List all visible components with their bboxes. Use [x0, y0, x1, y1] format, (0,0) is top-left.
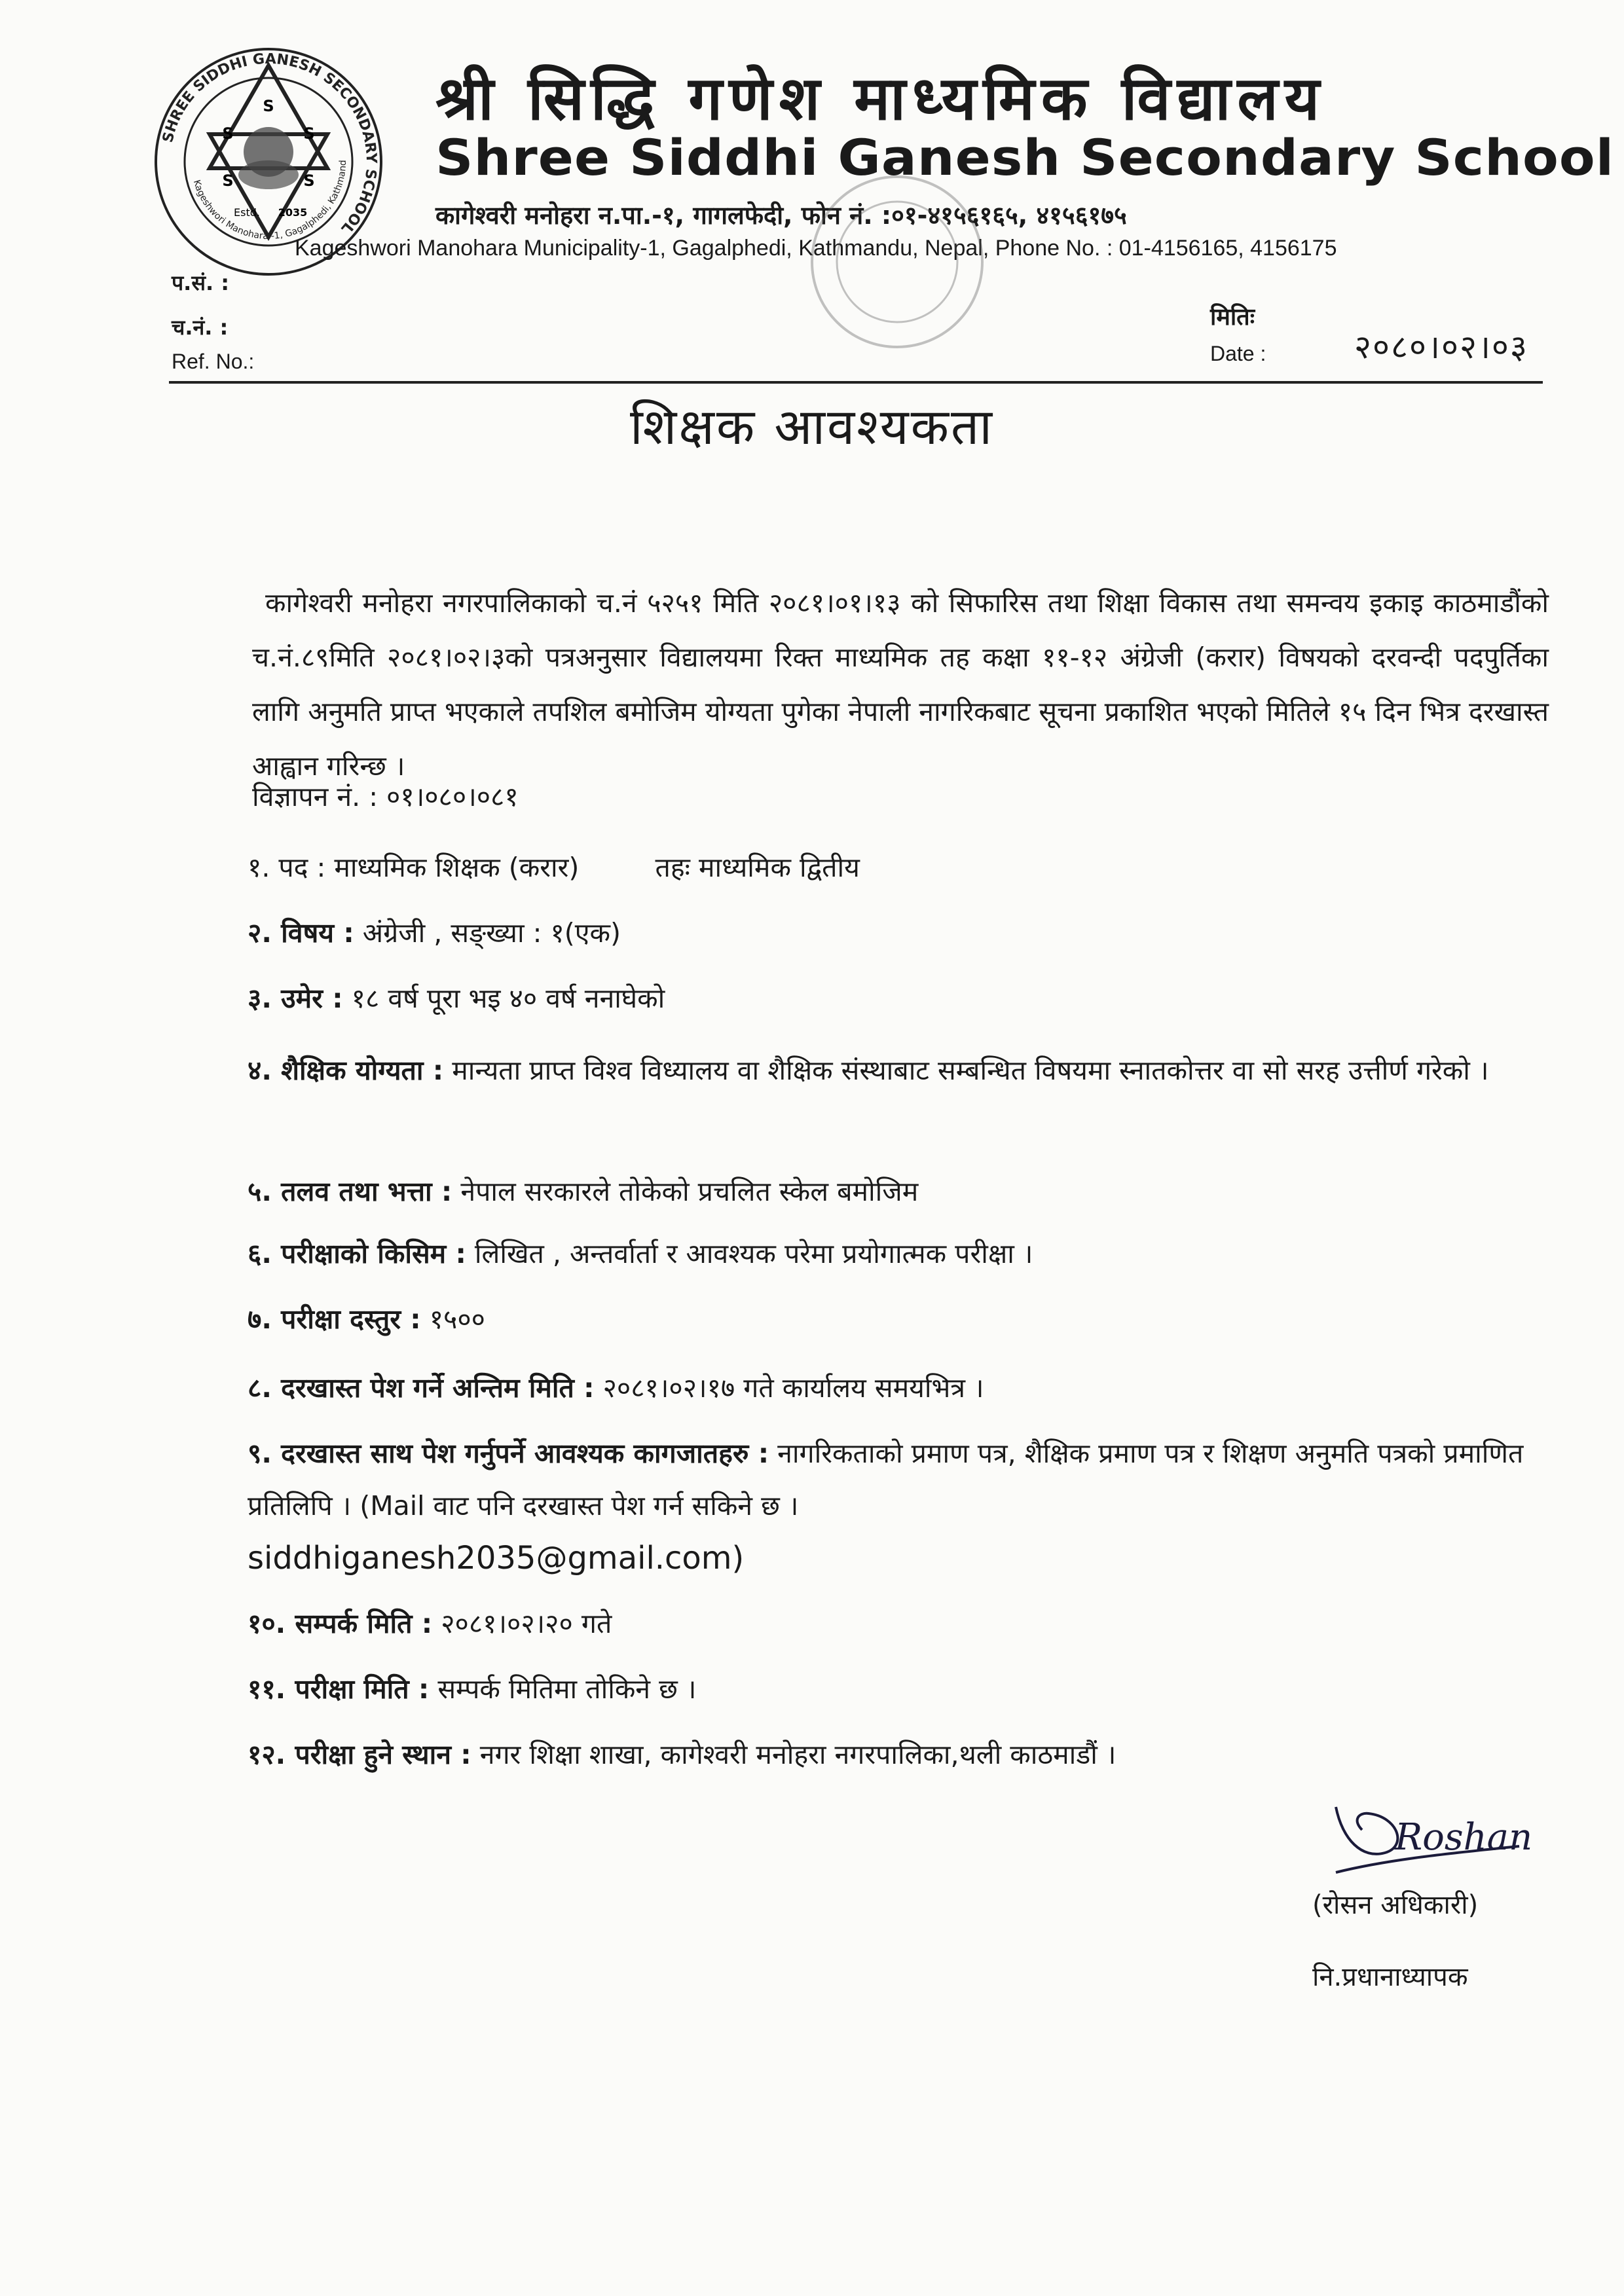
item-label: ६. परीक्षाको किसिम : — [248, 1238, 466, 1269]
advertisement-number: विज्ञापन नं. : ०१।०८०।०८१ — [252, 781, 519, 812]
item-value: १८ वर्ष पूरा भइ ४० वर्ष ननाघेको — [351, 983, 665, 1014]
svg-text:Roshan: Roshan — [1395, 1816, 1532, 1859]
item-label: ४. शैक्षिक योग्यता : — [248, 1055, 444, 1086]
office-stamp — [779, 164, 1015, 360]
item-value: लिखित , अन्तर्वार्ता र आवश्यक परेमा प्रयोगात्मक परीक्षा । — [474, 1238, 1033, 1269]
svg-text:S: S — [303, 124, 315, 143]
item-value: नागरिकताको प्रमाण पत्र, शैक्षिक प्रमाण पत्र र शिक्षण अनुमति पत्रको प्रमाणित प्रतिलिपि । (Mail वाट पनि दरखास्त पेश गर्न सकिने छ । — [248, 1438, 1524, 1522]
signature — [1323, 1781, 1532, 1886]
svg-text:S: S — [222, 124, 234, 143]
svg-text:S: S — [303, 172, 315, 190]
item-value: नगर शिक्षा शाखा, कागेश्वरी मनोहरा नगरपालिका,थली काठमाडौं । — [479, 1739, 1116, 1770]
logo-ring-text: SHREE SIDDHI GANESH SECONDARY SCHOOL — [159, 50, 380, 237]
item-label: ११. परीक्षा मिति : — [248, 1673, 430, 1705]
svg-text:Estd.: Estd. — [234, 206, 260, 219]
item-value: सम्पर्क मितिमा तोकिने छ । — [437, 1673, 697, 1705]
logo-ring-subtext: Kageshwori Manohara -1, Gagalphedi, Kathmand — [191, 160, 349, 242]
signature-icon — [1323, 1781, 1532, 1886]
list-item — [248, 841, 1551, 894]
date-label-nepali: मितिः — [1210, 304, 1255, 331]
svg-text:2035: 2035 — [278, 206, 308, 219]
school-name-nepali: श्री सिद्धि गणेश माध्यमिक विद्यालय — [435, 64, 1327, 134]
item-label: ५. तलव तथा भत्ता : — [248, 1176, 452, 1207]
svg-text:S: S — [222, 172, 234, 190]
item-value: नेपाल सरकारले तोकेको प्रचलित स्केल बमोजिम — [460, 1176, 919, 1207]
list-item — [248, 1427, 1551, 1584]
item-label: १. पद : — [248, 852, 326, 883]
list-item — [248, 1663, 1551, 1715]
list-item — [248, 972, 1551, 1025]
list-item — [248, 907, 1551, 959]
item-label: ८. दरखास्त पेश गर्ने अन्तिम मिति : — [248, 1372, 595, 1404]
notice-title: शिक्षक आवश्यकता — [629, 397, 995, 456]
item-extra-label: तहः — [655, 852, 690, 883]
item-value: अंग्रेजी , सङ्ख्या : १(एक) — [362, 917, 621, 949]
address-english: Kageshwori Manohara Municipality-1, Gagalphedi, Kathmandu, Nepal, Phone No. : 01-4156165, 4156175 — [295, 236, 1337, 261]
item-value: १५०० — [429, 1303, 485, 1335]
list-item — [248, 1293, 1551, 1345]
item-value: २०८१।०२।२० गते — [441, 1608, 612, 1639]
item-label: ३. उमेर : — [248, 983, 343, 1014]
ref-no: Ref. No.: — [172, 350, 255, 373]
item-value: मान्यता प्राप्त विश्व विध्यालय वा शैक्षिक संस्थाबाट सम्बन्धित विषयमा स्नातकोत्तर वा सो सरह उत्तीर्ण गरेको । — [452, 1055, 1489, 1086]
address-nepali: कागेश्वरी मनोहरा न.पा.-१, गागलफेदी, फोन नं. :०१-४१५६१६५, ४१५६१७५ — [435, 201, 1127, 230]
item-extra-value: माध्यमिक द्वितीय — [698, 852, 860, 883]
item-label: ७. परीक्षा दस्तुर : — [248, 1303, 421, 1335]
signer-name: (रोसन अधिकारी) — [1312, 1890, 1479, 1920]
signer-title: नि.प्रधानाध्यापक — [1312, 1962, 1468, 1992]
ref-cha-na: च.नं. : — [172, 315, 229, 340]
list-item — [248, 1165, 1551, 1218]
ref-pa-sa: प.सं. : — [172, 270, 230, 295]
date-label-english: Date : — [1210, 342, 1266, 365]
date-value: २०८०।०२।०३ — [1354, 328, 1528, 366]
item-label: ९. दरखास्त साथ पेश गर्नुपर्ने आवश्यक कागजातहरु : — [248, 1438, 769, 1469]
list-item — [248, 1728, 1551, 1781]
list-item — [248, 1044, 1551, 1097]
school-name-english: Shree Siddhi Ganesh Secondary School — [435, 128, 1615, 187]
item-value: २०८१।०२।१७ गते कार्यालय समयभित्र । — [602, 1372, 984, 1404]
list-item — [248, 1362, 1551, 1414]
email-address[interactable]: siddhiganesh2035@gmail.com) — [248, 1540, 745, 1576]
list-item — [248, 1228, 1551, 1280]
item-label: २. विषय : — [248, 917, 354, 949]
svg-text:S: S — [263, 97, 274, 115]
header-divider — [169, 381, 1543, 384]
intro-paragraph: कागेश्वरी मनोहरा नगरपालिकाको च.नं ५२५१ मिति २०८१।०१।१३ को सिफारिस तथा शिक्षा विकास तथा समन्वय इकाइ काठमाडौंको च.नं.८९मिति २०८१।०२।३को पत्रअनुसार विद्यालयमा रिक्त माध्यमिक तह कक्षा ११-१२ अंग्रेजी (करार) विषयको दरवन्दी पदपुर्तिका लागि अनुमति प्राप्त भएकाले तपशिल बमोजिम योग्यता पुगेका नेपाली नागरिकबाट सूचना प्रकाशित भएको मितिले १५ दिन भित्र दरखास्त आह्वान गरिन्छ । — [252, 587, 1549, 782]
item-label: १२. परीक्षा हुने स्थान : — [248, 1739, 471, 1770]
item-label: १०. सम्पर्क मिति : — [248, 1608, 433, 1639]
list-item — [248, 1597, 1551, 1650]
stamp-icon — [779, 164, 1015, 360]
item-value: माध्यमिक शिक्षक (करार) — [334, 852, 580, 883]
